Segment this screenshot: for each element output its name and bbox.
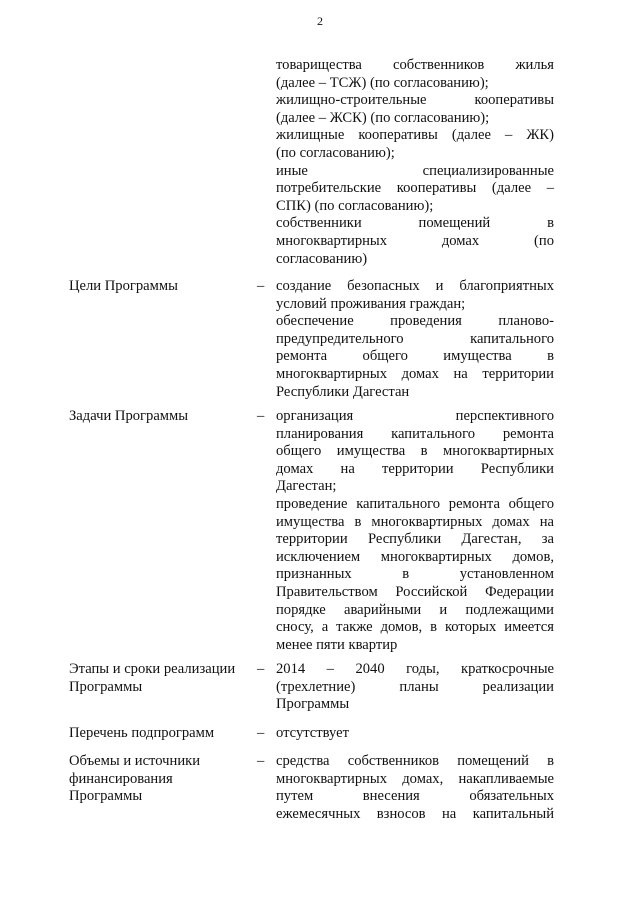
row-dash: – bbox=[257, 408, 265, 424]
row-content bbox=[276, 661, 554, 714]
text-line: ежемесячных взносов на капитальный bbox=[276, 805, 554, 822]
text-line: многоквартирных домах, накапливаемые bbox=[276, 770, 554, 787]
row-label: Задачи Программы bbox=[69, 408, 189, 424]
text-line: (трехлетние) планы реализации bbox=[276, 678, 554, 695]
text-line: отсутствует bbox=[276, 725, 350, 741]
text-line: менее пяти квартир bbox=[276, 636, 398, 653]
text-line: собственники помещений в bbox=[276, 215, 554, 232]
text-line: средства собственников помещений в bbox=[276, 753, 554, 769]
row-content bbox=[276, 278, 554, 401]
text-line: Дагестан; bbox=[276, 478, 337, 495]
row-dash: – bbox=[257, 725, 265, 741]
text-line: имущества в многоквартирных домах на bbox=[276, 513, 554, 530]
row-dash: – bbox=[257, 278, 265, 294]
row-content bbox=[276, 753, 554, 823]
text-line: (далее – ЖСК) (по согласованию); bbox=[276, 109, 490, 126]
text-line: порядке аварийными и подлежащими bbox=[276, 601, 554, 618]
text-line: общего имущества в многоквартирных bbox=[276, 443, 554, 460]
text-line: сносу, а также домов, в которых имеется bbox=[276, 619, 554, 636]
row-dash: – bbox=[257, 661, 265, 677]
text-line: иные специализированные bbox=[276, 162, 554, 179]
row-content bbox=[276, 57, 554, 268]
text-line: Правительством Российской Федерации bbox=[276, 583, 554, 600]
text-line: многоквартирных домах (по bbox=[276, 232, 554, 249]
text-line: жилищные кооперативы (далее – ЖК) bbox=[276, 127, 554, 144]
text-line: жилищно-строительные кооперативы bbox=[276, 92, 554, 109]
row-label: Этапы и сроки реализации Программы bbox=[69, 661, 236, 695]
page-number: 2 bbox=[317, 14, 323, 28]
text-line: потребительские кооперативы (далее – bbox=[276, 180, 554, 197]
text-line: Программы bbox=[276, 696, 350, 713]
text-line: товарищества собственников жилья bbox=[276, 57, 554, 73]
text-line: (по согласованию); bbox=[276, 144, 395, 161]
text-line: организация перспективного bbox=[276, 408, 554, 424]
text-line: путем внесения обязательных bbox=[276, 788, 554, 805]
text-line: обеспечение проведения планово- bbox=[276, 313, 554, 330]
text-line: многоквартирных домах на территории bbox=[276, 365, 554, 382]
text-line: условий проживания граждан; bbox=[276, 295, 466, 312]
text-line: территории Республики Дагестан, за bbox=[276, 531, 554, 548]
row-label: Объемы и источники финансирования Программы bbox=[69, 753, 201, 805]
row-label: Перечень подпрограмм bbox=[69, 725, 215, 741]
text-line: исключением многоквартирных домов, bbox=[276, 548, 554, 565]
text-line: проведение капитального ремонта общего bbox=[276, 495, 554, 512]
row-content bbox=[276, 408, 554, 654]
row-label: Цели Программы bbox=[69, 278, 178, 294]
text-line: СПК) (по согласованию); bbox=[276, 197, 434, 214]
text-line: 2014 – 2040 годы, краткосрочные bbox=[276, 661, 554, 677]
text-line: ремонта общего имущества в bbox=[276, 348, 554, 365]
row-dash: – bbox=[257, 753, 265, 769]
text-line: планирования капитального ремонта bbox=[276, 425, 554, 442]
text-line: (далее – ТСЖ) (по согласованию); bbox=[276, 74, 489, 91]
text-line: домах на территории Республики bbox=[276, 460, 554, 477]
text-line: признанных в установленном bbox=[276, 566, 554, 583]
text-line: создание безопасных и благоприятных bbox=[276, 278, 554, 294]
text-line: предупредительного капитального bbox=[276, 330, 554, 347]
row-content bbox=[276, 725, 554, 743]
text-line: Республики Дагестан bbox=[276, 383, 410, 400]
text-line: согласованию) bbox=[276, 250, 368, 267]
